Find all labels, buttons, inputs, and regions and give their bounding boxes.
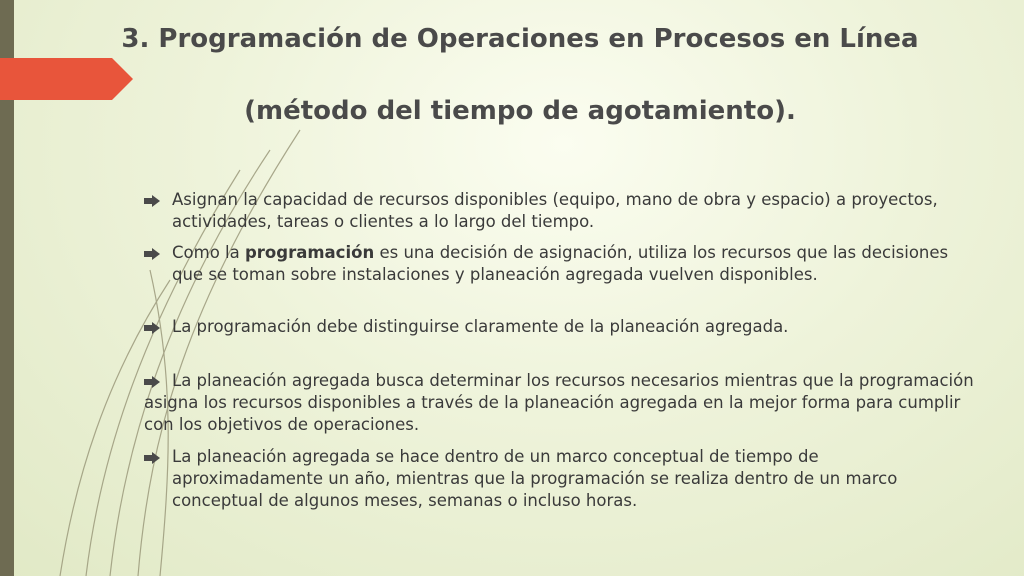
bullet-item-4: [144, 370, 974, 436]
bullet-text: Como la programación es una decisión de asignación, utiliza los recursos que las decisiones que se toman sobre instalaciones y planeación agregada vuelven disponibles.: [172, 243, 949, 284]
bullet-item-1: [172, 189, 972, 233]
arrow-bullet-icon: [144, 376, 160, 388]
slide-title-line1: 3. Programación de Operaciones en Procesos en Línea: [121, 24, 919, 54]
bullet-item-5: [172, 446, 972, 512]
accent-tab: [0, 58, 133, 100]
bullet-item-3: [172, 316, 972, 338]
bullet-text: La planeación agregada se hace dentro de un marco conceptual de tiempo de aproximadamente un año, mientras que la programación se realiza dentro de un marco conceptual de algunos meses, semanas o incluso horas.: [172, 447, 898, 510]
slide-title-line2: (método del tiempo de agotamiento).: [244, 96, 796, 126]
arrow-bullet-icon: [144, 322, 160, 334]
arrow-bullet-icon: [144, 452, 160, 464]
arrow-bullet-icon: [144, 248, 160, 260]
bullet-item-2: [172, 242, 962, 286]
bullet-text: La programación debe distinguirse claramente de la planeación agregada.: [172, 317, 789, 336]
arrow-bullet-icon: [144, 195, 160, 207]
bullet-text: La planeación agregada busca determinar los recursos necesarios mientras que la programación asigna los recursos disponibles a través de la planeación agregada en la mejor forma para cumplir con los objetivos de operaciones.: [144, 371, 974, 434]
bold-term: programación: [244, 243, 375, 262]
bullet-text: Asignan la capacidad de recursos disponibles (equipo, mano de obra y espacio) a proyectos, actividades, tareas o clientes a lo largo del tiempo.: [172, 190, 938, 231]
